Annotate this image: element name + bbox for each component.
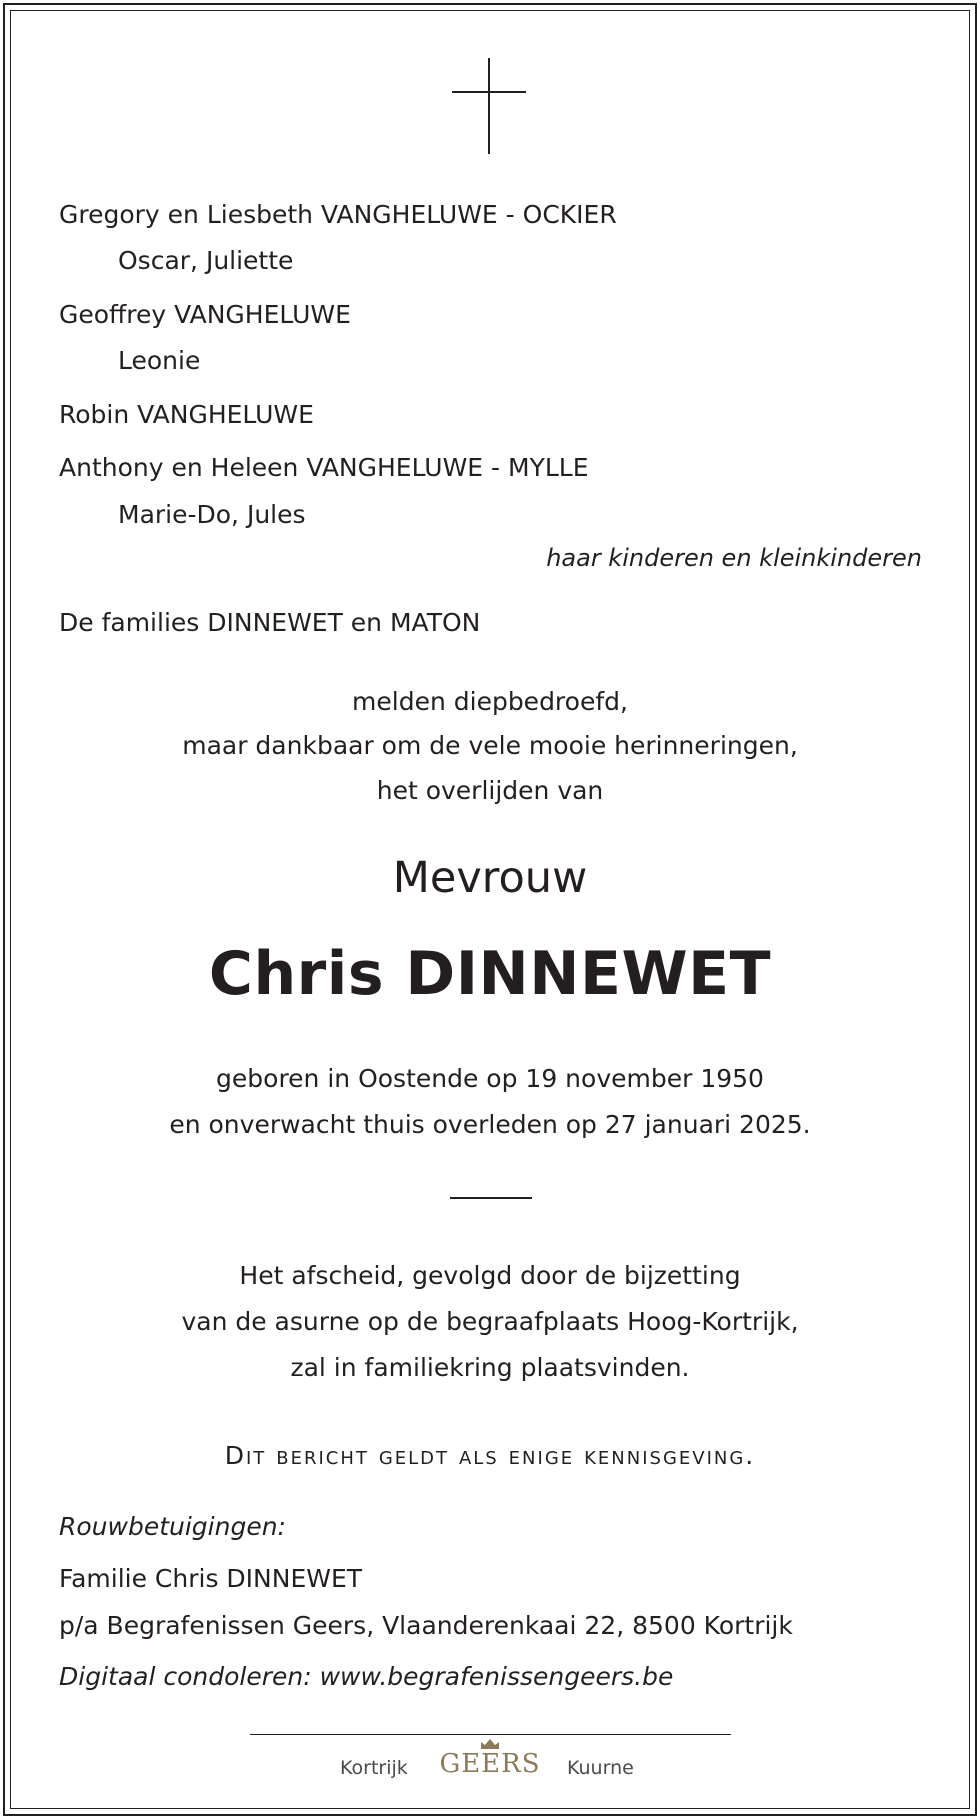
birth-line: geboren in Oostende op 19 november 1950 [216,1064,764,1093]
ceremony-line: van de asurne op de begraafplaats Hoog-Kortrijk, [181,1307,799,1336]
geers-logo [437,1738,543,1780]
family-role: haar kinderen en kleinkinderen [546,544,922,572]
address-line: p/a Begrafenissen Geers, Vlaanderenkaai 22, 8500 Kortrijk [59,1611,793,1640]
announcement-line: maar dankbaar om de vele mooie herinneringen, [182,731,798,760]
address-name: Familie Chris DINNEWET [59,1564,363,1593]
ceremony-line: zal in familiekring plaatsvinden. [290,1353,690,1382]
family-line: Robin VANGHELUWE [59,400,314,429]
logo-text: GEERS [439,1749,541,1779]
ceremony-line: Het afscheid, gevolgd door de bijzetting [239,1261,741,1290]
footer-rule [250,1734,731,1735]
family-children: Oscar, Juliette [118,246,294,275]
cross-icon [452,58,526,154]
family-line: Gregory en Liesbeth VANGHELUWE - OCKIER [59,200,617,229]
notice: Dit bericht geldt als enige kennisgeving. [224,1441,756,1470]
condolences-heading: Rouwbetuigingen: [59,1512,286,1541]
other-families: De families DINNEWET en MATON [59,608,481,637]
family-children: Marie-Do, Jules [118,500,306,529]
family-line: Anthony en Heleen VANGHELUWE - MYLLE [59,453,589,482]
footer-town-right: Kuurne [567,1757,634,1779]
death-line: en onverwacht thuis overleden op 27 januari 2025. [169,1110,811,1139]
deceased-name: Chris DINNEWET [208,939,772,1009]
deceased-title: Mevrouw [392,853,588,903]
announcement-line: melden diepbedroefd, [352,687,628,716]
family-line: Geoffrey VANGHELUWE [59,300,351,329]
divider [450,1197,532,1199]
digital-condolences: Digitaal condoleren: www.begrafenissengeers.be [59,1662,674,1691]
footer-town-left: Kortrijk [340,1757,408,1779]
family-children: Leonie [118,346,201,375]
announcement-line: het overlijden van [376,776,604,805]
